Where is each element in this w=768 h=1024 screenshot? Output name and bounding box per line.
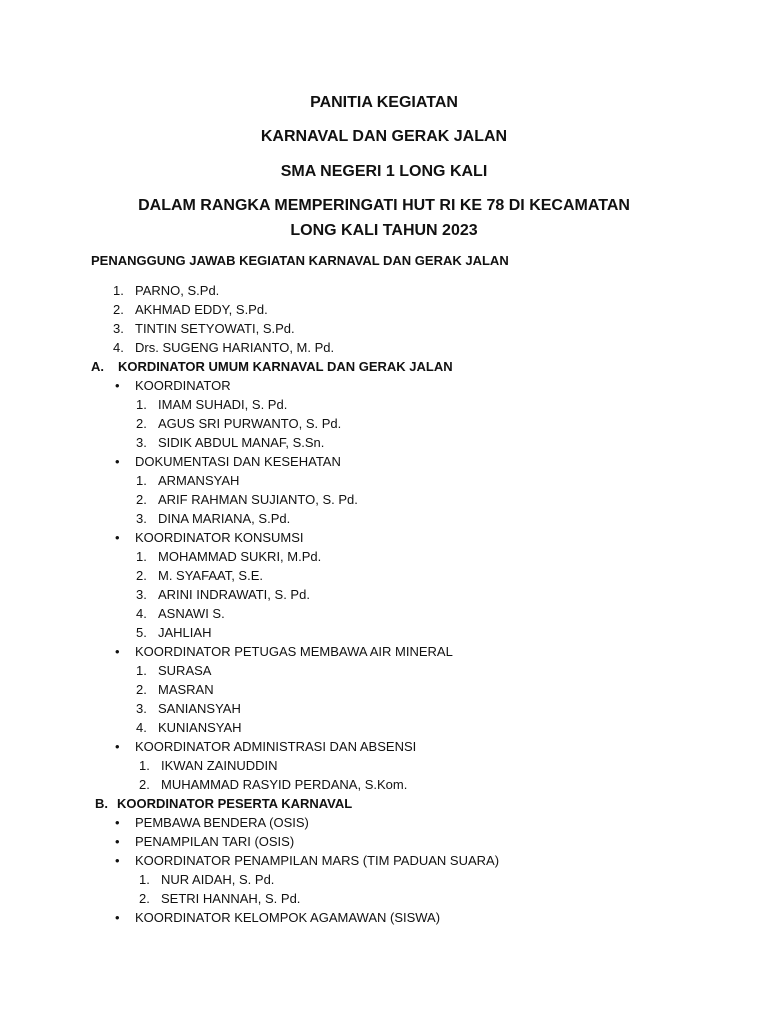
list-marker: 5. xyxy=(136,625,147,640)
section-b-heading xyxy=(95,794,352,813)
section-marker: A. xyxy=(91,359,104,374)
group-bullet-item xyxy=(115,908,440,927)
title-line-1: PANITIA KEGIATAN xyxy=(310,94,458,111)
group-bullet-item xyxy=(115,528,304,547)
list-marker: 3. xyxy=(136,435,147,450)
bullet-icon: • xyxy=(115,834,120,849)
list-item-text: NUR AIDAH, S. Pd. xyxy=(161,872,275,887)
member-item xyxy=(136,661,211,680)
member-item xyxy=(139,870,274,889)
list-marker: 1. xyxy=(139,872,150,887)
list-marker: 4. xyxy=(113,340,124,355)
group-bullet-item xyxy=(115,737,416,756)
title-line-5: LONG KALI TAHUN 2023 xyxy=(290,222,478,239)
list-marker: 2. xyxy=(136,492,147,507)
group-label: KOORDINATOR ADMINISTRASI DAN ABSENSI xyxy=(135,739,417,754)
list-marker: 3. xyxy=(113,321,124,336)
member-item xyxy=(136,604,225,623)
group-label: KOORDINATOR PETUGAS MEMBAWA AIR MINERAL xyxy=(135,644,453,659)
section-title: KOORDINATOR PESERTA KARNAVAL xyxy=(117,796,353,811)
group-label: DOKUMENTASI DAN KESEHATAN xyxy=(135,454,341,469)
group-bullet-item xyxy=(115,813,309,832)
group-label: KOORDINATOR xyxy=(135,378,231,393)
list-item-text: AGUS SRI PURWANTO, S. Pd. xyxy=(158,416,342,431)
list-marker: 4. xyxy=(136,720,147,735)
section-title: KORDINATOR UMUM KARNAVAL DAN GERAK JALAN xyxy=(118,359,453,374)
group-label: PENAMPILAN TARI (OSIS) xyxy=(135,834,295,849)
list-item-text: TINTIN SETYOWATI, S.Pd. xyxy=(135,321,295,336)
group-label: KOORDINATOR PENAMPILAN MARS (TIM PADUAN SUARA) xyxy=(135,853,500,868)
list-marker: 3. xyxy=(136,701,147,716)
list-item-text: ARMANSYAH xyxy=(158,473,240,488)
list-item-text: AKHMAD EDDY, S.Pd. xyxy=(135,302,268,317)
member-item xyxy=(136,395,287,414)
group-bullet-item xyxy=(115,452,341,471)
section-marker: B. xyxy=(95,796,108,811)
list-item-text: MUHAMMAD RASYID PERDANA, S.Kom. xyxy=(161,777,408,792)
list-item-text: ASNAWI S. xyxy=(158,606,225,621)
member-item xyxy=(136,718,242,737)
list-marker: 1. xyxy=(136,473,147,488)
list-marker: 1. xyxy=(136,397,147,412)
member-item xyxy=(136,471,239,490)
list-item-text: SURASA xyxy=(158,663,212,678)
group-bullet-item xyxy=(115,642,453,661)
list-item-text: SIDIK ABDUL MANAF, S.Sn. xyxy=(158,435,325,450)
list-marker: 1. xyxy=(113,283,124,298)
bullet-icon: • xyxy=(115,815,120,830)
member-item xyxy=(136,490,358,509)
list-marker: 2. xyxy=(139,891,150,906)
responsible-person-item xyxy=(113,300,268,319)
bullet-icon: • xyxy=(115,644,120,659)
list-item-text: ARINI INDRAWATI, S. Pd. xyxy=(158,587,310,602)
list-marker: 2. xyxy=(139,777,150,792)
member-item xyxy=(139,775,407,794)
list-marker: 2. xyxy=(136,416,147,431)
list-item-text: PARNO, S.Pd. xyxy=(135,283,220,298)
responsible-person-item xyxy=(113,281,219,300)
list-item-text: SANIANSYAH xyxy=(158,701,241,716)
list-item-text: Drs. SUGENG HARIANTO, M. Pd. xyxy=(135,340,335,355)
list-marker: 3. xyxy=(136,511,147,526)
member-item xyxy=(136,623,211,642)
list-item-text: IKWAN ZAINUDDIN xyxy=(161,758,278,773)
member-item xyxy=(136,699,241,718)
list-item-text: MOHAMMAD SUKRI, M.Pd. xyxy=(158,549,322,564)
responsible-person-item xyxy=(113,338,334,357)
member-item xyxy=(139,756,278,775)
member-item xyxy=(136,509,290,528)
member-item xyxy=(136,547,321,566)
group-bullet-item xyxy=(115,832,294,851)
bullet-icon: • xyxy=(115,378,120,393)
member-item xyxy=(139,889,300,908)
member-item xyxy=(136,680,214,699)
bullet-icon: • xyxy=(115,739,120,754)
list-marker: 3. xyxy=(136,587,147,602)
list-item-text: M. SYAFAAT, S.E. xyxy=(158,568,263,583)
list-marker: 1. xyxy=(139,758,150,773)
list-marker: 2. xyxy=(136,682,147,697)
bullet-icon: • xyxy=(115,530,120,545)
list-marker: 4. xyxy=(136,606,147,621)
list-marker: 1. xyxy=(136,663,147,678)
list-item-text: SETRI HANNAH, S. Pd. xyxy=(161,891,301,906)
list-marker: 2. xyxy=(113,302,124,317)
bullet-icon: • xyxy=(115,853,120,868)
group-label: KOORDINATOR KELOMPOK AGAMAWAN (SISWA) xyxy=(135,910,441,925)
group-label: PEMBAWA BENDERA (OSIS) xyxy=(135,815,309,830)
responsible-person-item xyxy=(113,319,295,338)
title-line-4: DALAM RANGKA MEMPERINGATI HUT RI KE 78 DI KECAMATAN xyxy=(138,197,630,214)
member-item xyxy=(136,414,341,433)
intro-heading: PENANGGUNG JAWAB KEGIATAN KARNAVAL DAN GERAK JALAN xyxy=(91,253,509,268)
list-marker: 2. xyxy=(136,568,147,583)
member-item xyxy=(136,566,263,585)
list-item-text: DINA MARIANA, S.Pd. xyxy=(158,511,291,526)
member-item xyxy=(136,433,324,452)
title-line-3: SMA NEGERI 1 LONG KALI xyxy=(280,163,488,180)
group-bullet-item xyxy=(115,376,231,395)
group-label: KOORDINATOR KONSUMSI xyxy=(135,530,304,545)
list-item-text: JAHLIAH xyxy=(158,625,212,640)
group-bullet-item xyxy=(115,851,499,870)
section-a-heading xyxy=(91,357,453,376)
list-item-text: KUNIANSYAH xyxy=(158,720,242,735)
member-item xyxy=(136,585,310,604)
list-marker: 1. xyxy=(136,549,147,564)
list-item-text: IMAM SUHADI, S. Pd. xyxy=(158,397,288,412)
bullet-icon: • xyxy=(115,454,120,469)
bullet-icon: • xyxy=(115,910,120,925)
list-item-text: ARIF RAHMAN SUJIANTO, S. Pd. xyxy=(158,492,358,507)
list-item-text: MASRAN xyxy=(158,682,214,697)
title-line-2: KARNAVAL DAN GERAK JALAN xyxy=(260,128,508,145)
